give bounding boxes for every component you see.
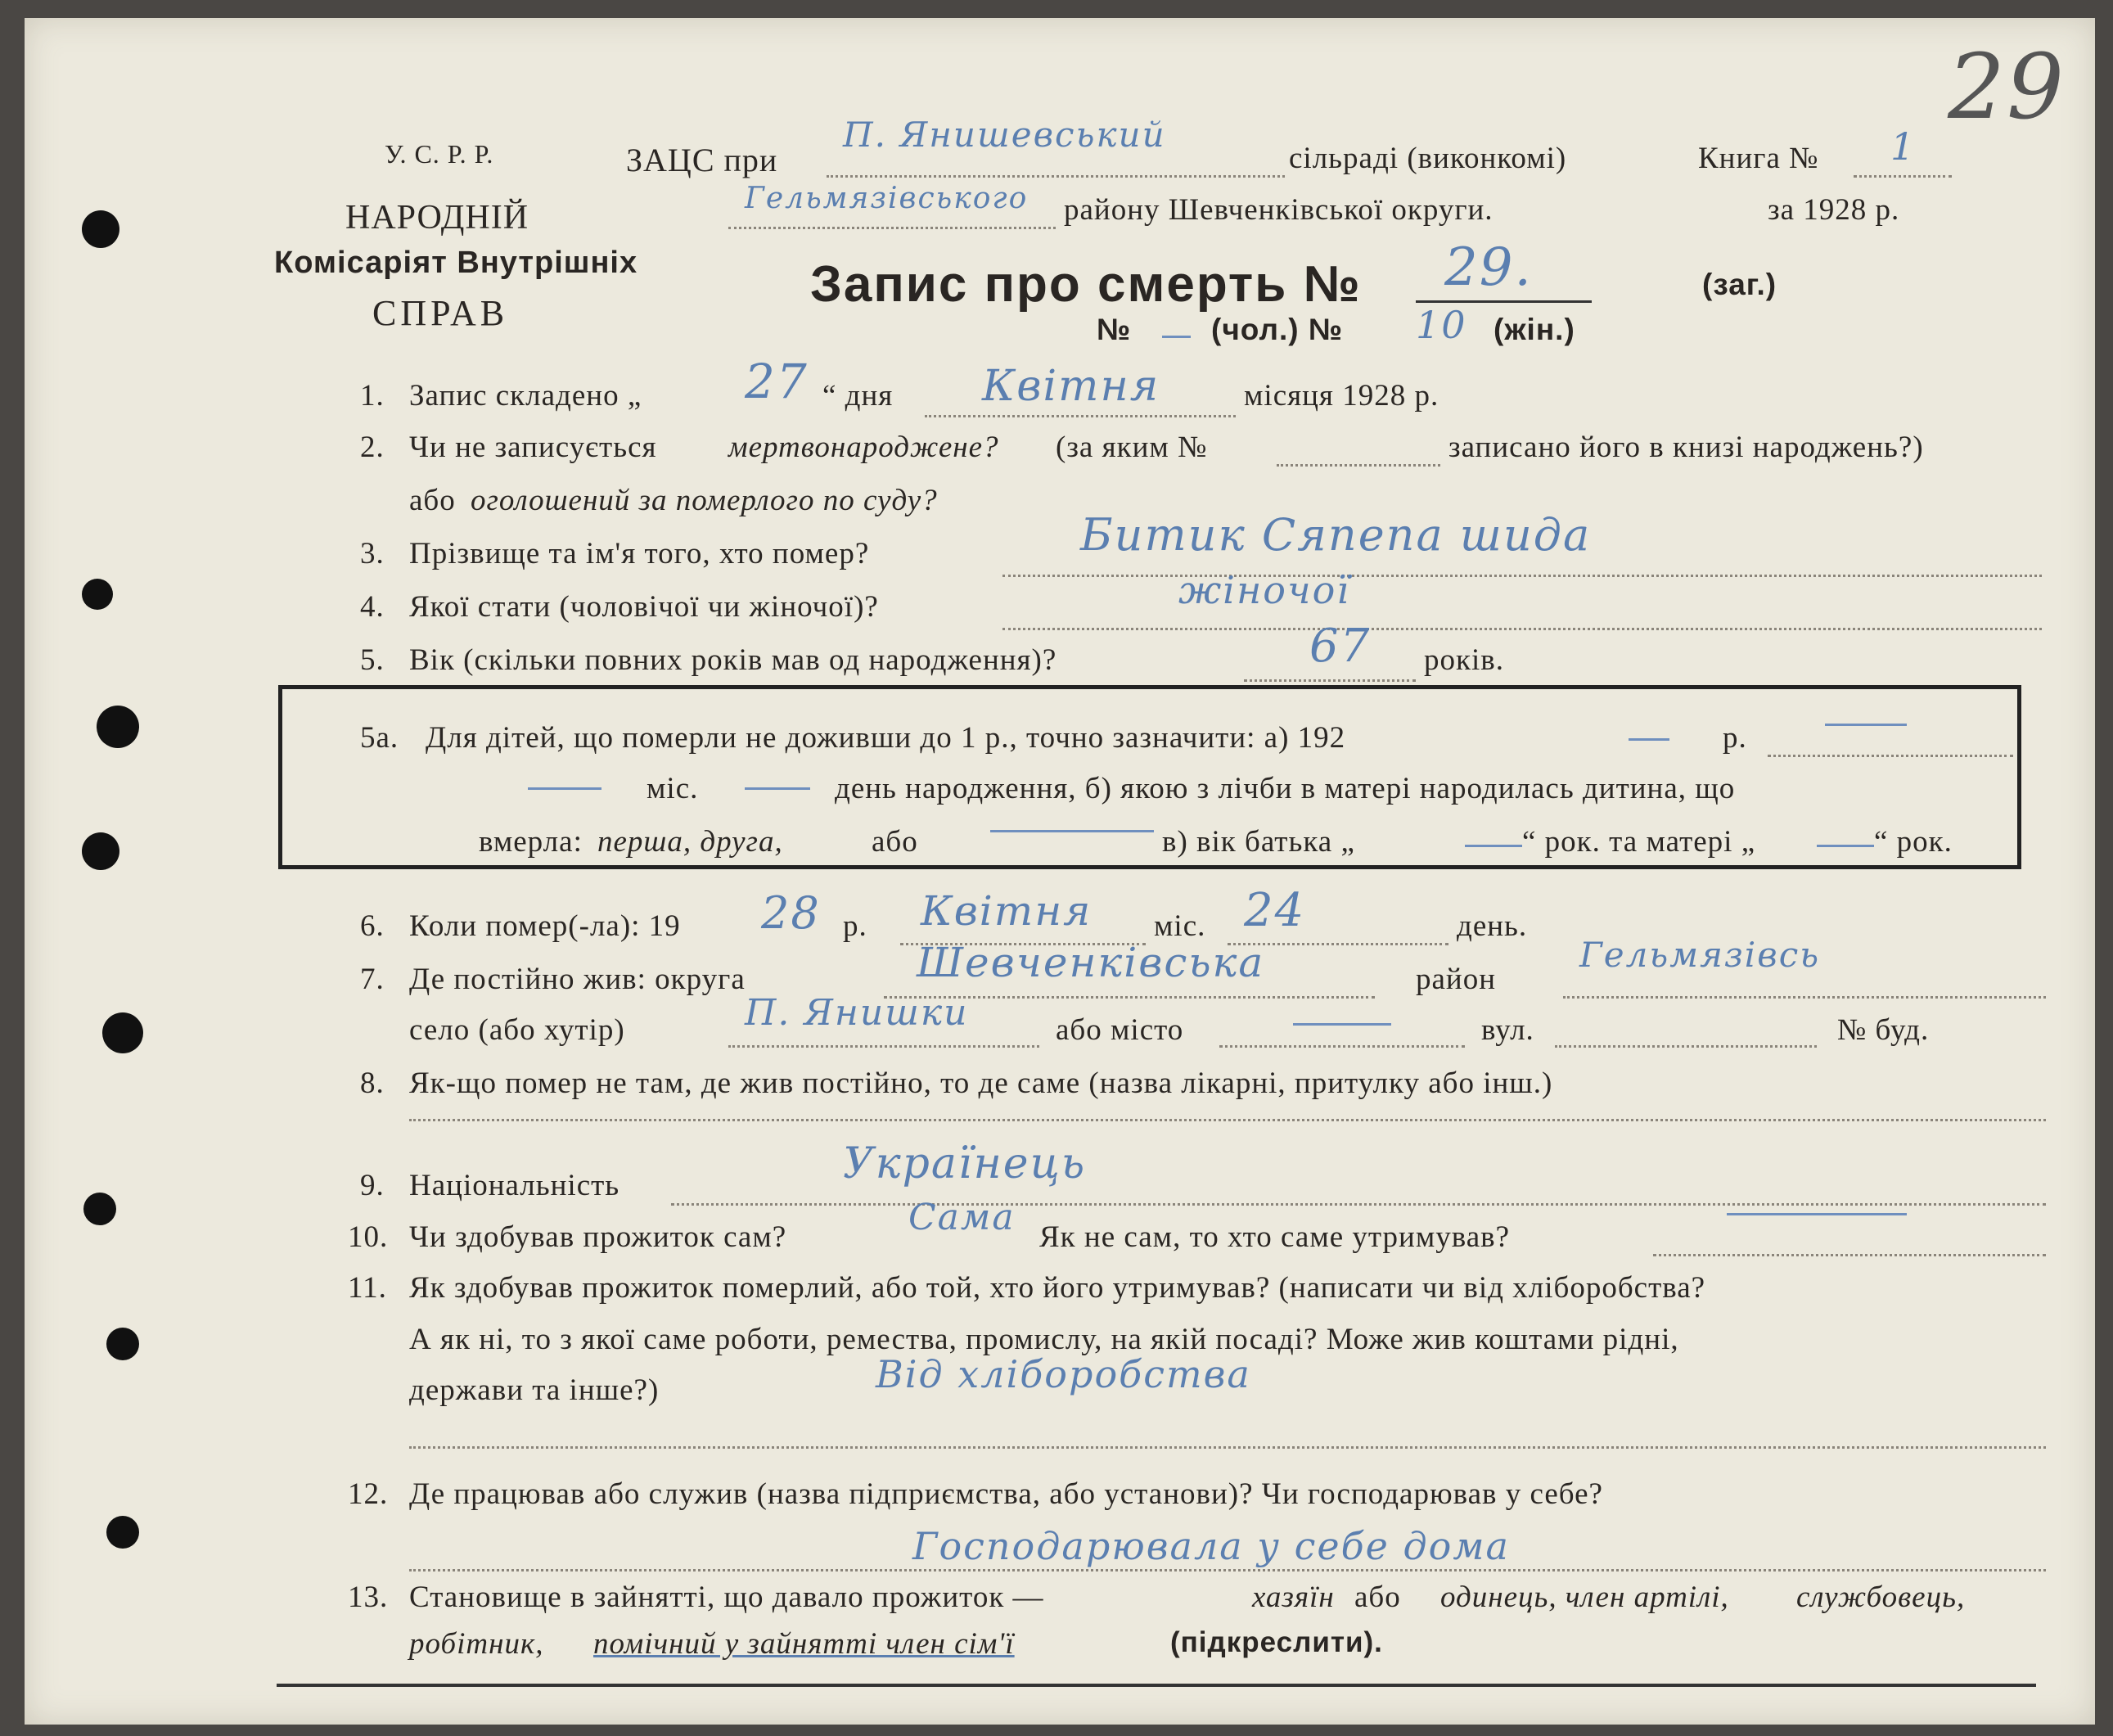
q13-text-f: робітник, [409,1627,544,1661]
q10-text-a: Чи здобував прожиток сам? [409,1220,787,1254]
book-number-line [1854,175,1952,178]
record-number: 29. [1444,237,1533,298]
q4-answer: жіночої [1178,568,1351,612]
q13-text-a: Становище в зайнятті, що давало прожиток — [409,1580,1044,1614]
death-record-form [25,18,2095,1725]
women-label: (жін.) [1494,313,1575,346]
q7-city-mark [1293,1023,1391,1026]
q5a-line1: Для дітей, що померли не доживши до 1 р., точно зазначити: а) 192 [426,721,1346,755]
q7-street-line [1555,1045,1817,1048]
header-commissariat-line3: СПРАВ [372,293,509,333]
q5-num: 5. [360,643,385,677]
q13-num: 13. [348,1580,389,1614]
q6-month: Квітня [921,887,1093,935]
q3-line [1002,575,2042,577]
q5a-line3-d: в) вік батька „ [1162,825,1355,859]
q7-text-d: або місто [1056,1013,1184,1047]
q10-num: 10. [348,1220,389,1254]
binder-hole [82,210,119,248]
q7-raion: Гельмязівсь [1579,935,1821,975]
q13-text-c: або [1354,1580,1401,1614]
q12-line [409,1569,2046,1571]
q7-selo-line [728,1045,1039,1048]
q6-year: 28 [761,887,821,939]
q1-day: 27 [745,354,809,409]
q8-text: Як-що помер не там, де жив постійно, то де саме (назва лікарні, притулку або інш.) [409,1066,1553,1100]
binder-hole [106,1328,139,1360]
q7-text-a: Де постійно жив: округа [409,963,746,996]
book-label: Книга № [1698,142,1819,175]
q5a-num: 5а. [360,721,399,755]
q3-num: 3. [360,537,385,570]
q5a-line3-b: перша, друга, [597,825,783,859]
q13-text-g: помічний у зайнятті член сім'ї [593,1627,1015,1661]
q1-month-line [925,415,1236,417]
men-prefix: № [1097,313,1132,346]
q3-text: Прізвище та ім'я того, хто помер? [409,537,870,570]
q10-mark [1727,1213,1907,1215]
q11-line1: Як здобував прожиток померлий, або той, хто його утримував? (написати чи від хліборобства? [409,1271,1706,1305]
q12-text: Де працював або служив (назва підприємства, або установи)? Чи господарював у себе? [409,1477,1603,1511]
q7-okruha: Шевченківська [917,939,1265,986]
q8-num: 8. [360,1066,385,1100]
q5a-line3-a: вмерла: [479,825,583,859]
q6-day: 24 [1244,884,1306,937]
q7-num: 7. [360,963,385,996]
q9-line [671,1203,2046,1206]
zags-suffix: сільраді (виконкомі) [1289,142,1567,175]
q2-text-c: (за яким № [1056,431,1208,464]
q12-num: 12. [348,1477,389,1511]
binder-hole [82,832,119,870]
q13-text-h: (підкреслити). [1170,1626,1383,1658]
year-text: за 1928 р. [1768,193,1900,227]
page-number: 29 [1948,34,2066,139]
q1-text-b: “ дня [822,379,894,413]
q10-text-b: Як не сам, то хто саме утримував? [1039,1220,1511,1254]
q11-line2: А як ні, то з якої саме роботи, ремества, промислу, на якій посаді? Може жив коштами рідні, [409,1323,1679,1356]
q7-selo: П. Янишки [745,992,969,1034]
bottom-rule [277,1684,2036,1687]
binder-hole [83,1193,116,1225]
q7-text-b: район [1416,963,1497,996]
district-line [728,227,1056,229]
q7-city-line [1219,1045,1465,1048]
q2-num: 2. [360,431,385,464]
q5a-line3-f: “ рок. [1874,825,1953,859]
q7-text-e: вул. [1481,1013,1534,1047]
q11-line [409,1446,2046,1449]
q4-line [1002,628,2042,630]
q2-text-d: записано його в книзі народжень?) [1448,431,1924,464]
q5-line [1244,679,1416,682]
q8-line [409,1119,2046,1121]
q6-num: 6. [360,909,385,943]
q2-text-f: оголошений за померлого по суду? [471,484,938,517]
q9-text: Національність [409,1169,620,1202]
q10-line [1653,1254,2046,1256]
q1-text-c: місяця 1928 р. [1244,379,1439,413]
q13-text-b: хазяїн [1252,1580,1335,1614]
q5a-line1-end: р. [1723,721,1747,755]
q2-text-e: або [409,484,456,517]
q1-month: Квітня [982,362,1160,411]
q9-num: 9. [360,1169,385,1202]
binder-hole [106,1516,139,1549]
q5a-day-mark [745,787,810,790]
zags-village: П. Янишевський [843,115,1166,155]
q11-num: 11. [348,1271,387,1305]
q2-text-a: Чи не записується [409,431,657,464]
q5-text: Вік (скільки повних років мав од народження)? [409,643,1057,677]
q1-num: 1. [360,379,385,413]
q12-answer: Господарювала у себе дома [912,1524,1510,1568]
q2-text-b: мертвонароджене? [728,431,999,464]
district-suffix: району Шевченківської округи. [1064,193,1494,227]
zags-prefix: ЗАЦС при [626,142,778,178]
q3-answer: Битик Сяпепа шида [1080,509,1592,561]
q6-text-b: р. [843,909,867,943]
q5a-mother-mark [1817,845,1874,847]
q5-answer: 67 [1309,620,1372,673]
q7-raion-line [1563,996,2046,999]
binder-hole [82,579,113,610]
q5a-order-mark [990,830,1154,832]
q10-answer: Сама [908,1197,1016,1238]
binder-hole [102,1012,143,1053]
q7-text-f: № буд. [1837,1013,1930,1047]
q11-line3: держави та інше?) [409,1373,660,1407]
q13-text-d: одинець, член артілі, [1440,1580,1729,1614]
men-label: (чол.) № [1211,313,1344,346]
q7-text-c: село (або хутір) [409,1013,625,1047]
district-name: Гельмязівського [745,182,1029,215]
record-total-label: (заг.) [1702,268,1777,301]
q11-answer: Від хліборобства [876,1352,1251,1396]
q5a-line3-c: або [872,825,918,859]
q5a-month-mark [528,787,601,790]
women-number: 10 [1416,303,1467,347]
q2-number-line [1277,464,1440,467]
header-commissariat-line1: НАРОДНІЙ [345,199,529,237]
zags-village-line [827,175,1285,178]
q6-text-a: Коли помер(-ла): 19 [409,909,681,943]
q5a-line2-b: день народження, б) якою з лічби в матері народилась дитина, що [835,772,1736,805]
record-title: Запис про смерть № [810,256,1362,313]
header-commissariat-line2: Комісаріят Внутрішніх [274,246,638,280]
q5-suffix: років. [1424,643,1504,677]
q6-text-c: міс. [1154,909,1206,943]
q4-num: 4. [360,590,385,624]
q5a-line1-fill [1768,755,2013,757]
q1-text-a: Запис складено „ [409,379,642,413]
header-ussr: У. С. Р. Р. [385,139,494,169]
men-number-line [1162,336,1191,338]
q9-answer: Українець [843,1139,1087,1188]
q5a-mark [1825,724,1907,726]
q6-text-d: день. [1457,909,1528,943]
q4-text: Якої стати (чоловічої чи жіночої)? [409,590,879,624]
q5a-father-mark [1465,845,1522,847]
q13-text-e: службовець, [1796,1580,1966,1614]
q5a-line2-a: міс. [647,772,699,805]
binder-hole [97,706,139,748]
q5a-year-mark [1629,738,1669,741]
book-number: 1 [1890,124,1917,169]
q5a-line3-e: “ рок. та матері „ [1522,825,1756,859]
